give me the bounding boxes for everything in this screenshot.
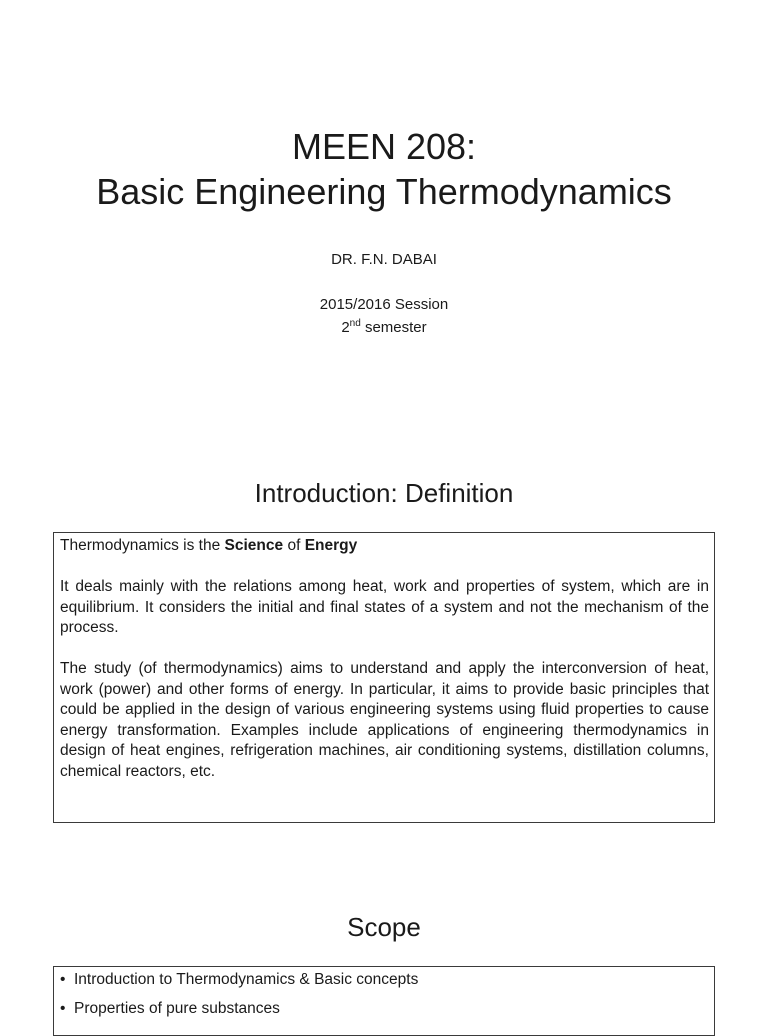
- definition-science: Science: [224, 537, 284, 554]
- scope-list-item: [60, 998, 709, 1027]
- course-code: MEEN 208:: [291, 126, 477, 167]
- scope-item-text: Introduction to Thermodynamics & Basic concepts: [74, 971, 419, 988]
- scope-heading: Scope: [347, 912, 421, 942]
- definition-sentence: [60, 536, 709, 557]
- semester-text: semester: [360, 319, 427, 336]
- definition-paragraph-1: It deals mainly with the relations among heat, work and properties of system, which are in equilibrium. It considers the initial and final states of a system and not the mechanism of the process.: [60, 578, 709, 636]
- semester-ordinal-suffix: nd: [349, 318, 361, 329]
- semester-number: 2: [341, 319, 350, 336]
- definition-middle: of: [283, 537, 305, 554]
- definition-prefix: Thermodynamics is the: [60, 537, 225, 554]
- course-title: [0, 124, 768, 214]
- session-label: 2015/2016 Session: [319, 296, 449, 313]
- course-name: Basic Engineering Thermodynamics: [96, 171, 672, 212]
- definition-box: [53, 532, 715, 823]
- author-name: DR. F.N. DABAI: [331, 251, 437, 268]
- introduction-heading: Introduction: Definition: [254, 478, 514, 508]
- scope-item-text: Properties of pure substances: [74, 1000, 280, 1017]
- bullet-icon: •: [60, 971, 66, 988]
- definition-paragraph-2: The study (of thermodynamics) aims to understand and apply the interconversion of heat, work (power) and other forms of energy. In particular, it aims to provide basic principles that could be applied in the design of various engineering systems using fluid properties to cause energy transformation. Examples include applications of engineering thermodynamics in design of heat engines, refrigeration machines, air conditioning systems, distillation columns, chemical reactors, etc.: [60, 660, 709, 780]
- semester-label: [0, 316, 768, 339]
- definition-energy: Energy: [304, 537, 358, 554]
- scope-box: [53, 966, 715, 1036]
- scope-list: [60, 969, 709, 1027]
- scope-list-item: [60, 969, 709, 998]
- bullet-icon: •: [60, 1000, 66, 1017]
